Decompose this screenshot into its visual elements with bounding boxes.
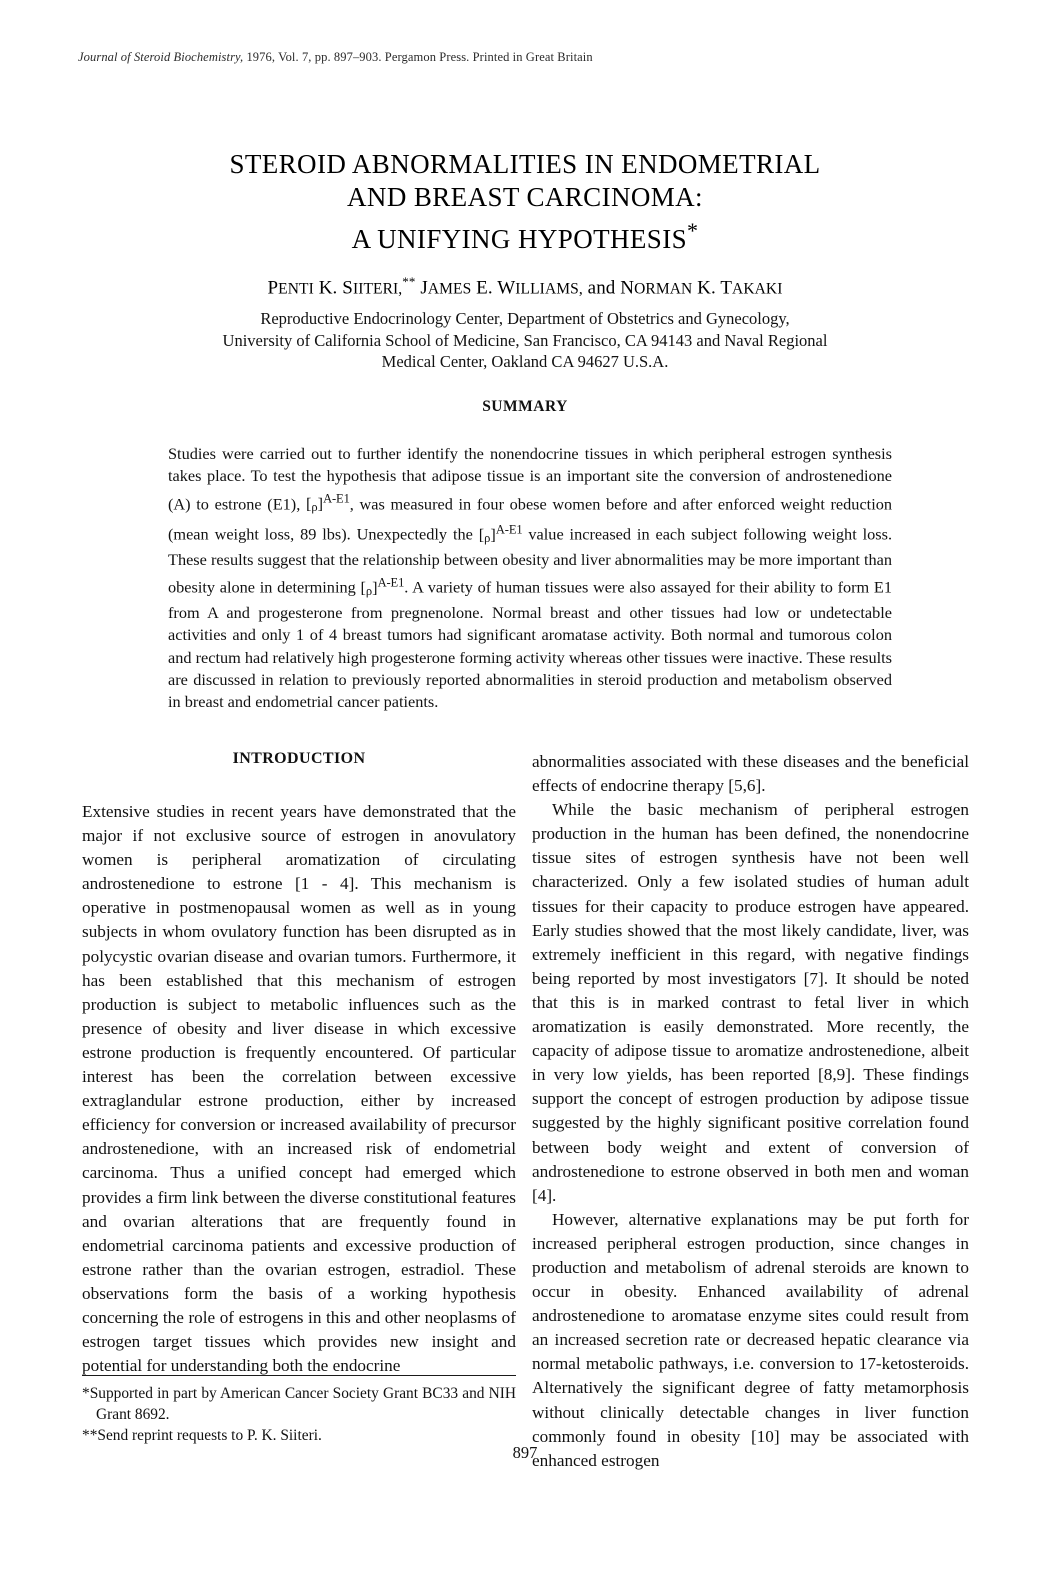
right-paragraph-3: However, alternative explanations may be put forth for increased peripheral estrogen production, since changes in production and metabolism of adrenal steroids are known to occur in obesity. Enhanced availability of adrenal androstenedione to aromatase enzyme sites could result from an increased secretion rate or decreased hepatic clearance via normal metabolic pathways, i.e. conversion to 17-ketosteroids. Alternatively the significant degree of fatty metamorphosis without clinically detectable changes in liver function commonly found in obesity [10] may be associated with enhanced estrogen — [532, 1209, 969, 1470]
author-2-initial: E. W — [476, 277, 516, 299]
journal-citation-info: 1976, Vol. 7, pp. 897–903. Pergamon Press. Printed in Great Britain — [243, 50, 593, 64]
summary-text-part-3: value increased in each subject following weight loss. These results suggest that the relationship between obesity and liver abnormalities may be more important than obesity alone in determining — [168, 524, 893, 597]
footnote-2: **Send reprint requests to P. K. Siiteri. — [82, 1427, 322, 1444]
footnote-1: *Supported in part by American Cancer Society Grant BC33 and NIH Grant 8692. — [82, 1385, 516, 1423]
author-2-first-cap: J — [420, 277, 428, 299]
rho-superscript-1: A-E1 — [323, 491, 350, 506]
author-3-initial: K. T — [697, 277, 733, 299]
rho-notation-2 — [478, 522, 523, 545]
rho-superscript-3: A-E1 — [377, 575, 405, 590]
summary-heading: SUMMARY — [482, 398, 568, 415]
rho-bracket-open-2: [ — [478, 524, 485, 544]
summary-paragraph — [168, 443, 892, 714]
left-paragraph-1: Extensive studies in recent years have demonstrated that the major if not exclusive source of estrogen in anovulatory women is peripheral aromatization of circulating androstenedione to estrone [1 - 4]. This mechanism is operative in postmenopausal women as well as in young subjects in whom ovulatory function has been disrupted as in polycystic ovarian disease and ovarian tumors. Furthermore, it has been established that this mechanism of estrogen production is subject to metabolic influences such as the presence of obesity and liver disease in which excessive estrone production is frequently encountered. Of particular interest has been the correlation between excessive extraglandular estrone production, either by increased efficiency for conversion or increased availability of precursor androstenedione, with an increased risk of endometrial carcinoma. Thus a unified concept had emerged which provides a firm link between the diverse constitutional features and ovarian alterations that are frequently found in endometrial carcinoma patients and excessive production of estrone rather than the ovarian estrogen, estradiol. These observations form the basis of a working hypothesis concerning the role of estrogens in this and other neoplasms of estrogen target tissues which provides new insight and potential for understanding both the endocrine — [82, 802, 516, 1376]
rho-notation-1 — [305, 491, 350, 515]
title-block — [110, 148, 940, 373]
footnote-separator-rule — [82, 1375, 516, 1376]
title-footnote-marker: * — [687, 218, 699, 243]
affiliation-line-3: Medical Center, Oakland CA 94627 U.S.A. — [381, 352, 669, 372]
rho-bracket-close-2: ] — [490, 524, 496, 544]
author-3-lastname: AKAKI — [732, 280, 783, 298]
author-3-firstname: ORMAN — [634, 280, 693, 298]
section-heading-introduction: INTRODUCTION — [232, 750, 366, 767]
affiliation-line-1: Reproductive Endocrinology Center, Department of Obstetrics and Gynecology, — [260, 309, 790, 329]
summary-text-part-2: , was measured in four obese women before and after enforced weight reduction (mean weight loss, 89 lbs). Unexpectedly the — [168, 494, 892, 544]
author-list — [110, 270, 940, 301]
rho-symbol-1: ρ — [311, 500, 318, 515]
left-column-body — [82, 800, 516, 1378]
rho-notation-3 — [360, 575, 405, 598]
rho-symbol-3: ρ — [365, 583, 373, 598]
summary-text-part-1: Studies were carried out to further identify the nonendocrine tissues in which peripheral estrogen synthesis takes place. To test the hypothesis that adipose tissue is an important site the conversion of androstenedione (A) to estrone (E1), — [168, 444, 892, 514]
right-paragraph-continued: abnormalities associated with these diseases and the beneficial effects of endocrine therapy [5,6]. — [532, 752, 969, 796]
left-text-column — [82, 750, 516, 1378]
rho-bracket-close-3: ] — [372, 577, 378, 597]
rho-superscript-2: A-E1 — [495, 522, 523, 537]
summary-abstract — [168, 443, 892, 714]
rho-bracket-open-3: [ — [360, 577, 366, 597]
author-1-initial: K. S — [318, 277, 353, 299]
author-2-lastname: ILLIAMS, — [515, 280, 583, 298]
author-1-first-cap: P — [267, 277, 279, 299]
rho-symbol-2: ρ — [484, 530, 491, 545]
author-conjunction: and — [587, 277, 616, 299]
author-1-firstname: ENTI — [278, 280, 314, 298]
right-column-body — [532, 750, 969, 1473]
page-title-line-3-text: A UNIFYING HYPOTHESIS — [351, 224, 687, 254]
page-title-line-2: AND BREAST CARCINOMA: — [347, 182, 703, 212]
author-1-lastname: IITERI, — [352, 280, 403, 298]
author-1-footnote-marker: ** — [402, 274, 416, 289]
journal-running-head — [78, 50, 978, 65]
rho-bracket-close-1: ] — [317, 494, 324, 514]
rho-bracket-open-1: [ — [305, 494, 312, 514]
page-number: 897 — [512, 1443, 538, 1462]
author-2-firstname: AMES — [427, 280, 472, 298]
right-paragraph-2: While the basic mechanism of peripheral estrogen production in the human has been defined, the nonendocrine tissue sites of estrogen synthesis have not been well characterized. Only a few isolated studies of human adult tissues for their capacity to produce estrogen have appeared. Early studies showed that the most likely candidate, liver, was extremely inefficient in this regard, with negative findings being reported by most investigators [7]. It should be noted that this is in marked contrast to fetal liver in which aromatization is easily demonstrated. More recently, the capacity of adipose tissue to aromatize androstenedione, albeit in very low yields, has been reported [8,9]. These findings support the concept of estrogen production by adipose tissue suggested by the highly significant positive correlation found between body weight and extent of conversion of androstenedione to estrone observed in both men and woman [4]. — [532, 800, 969, 1205]
author-affiliation — [110, 308, 940, 373]
summary-text-part-4: . A variety of human tissues were also assayed for their ability to form E1 from A and progesterone from pregnenolone. Normal breast and other tissues had low or undetectable activities and only 1 of 4 breast tumors had significant aromatase activity. Both normal and tumorous colon and rectum had relatively high progesterone forming activity whereas other tissues were inactive. These results are discussed in relation to previously reported abnormalities in steroid production and metabolism observed in breast and endometrial cancer patients. — [168, 577, 893, 712]
page-title-line-1: STEROID ABNORMALITIES IN ENDOMETRIAL — [229, 149, 821, 179]
author-3-first-cap: N — [620, 277, 635, 299]
page-title-line-3 — [110, 214, 940, 256]
right-text-column — [532, 750, 969, 1473]
affiliation-line-2: University of California School of Medicine, San Francisco, CA 94143 and Naval Regional — [222, 330, 828, 350]
footnote-block — [82, 1383, 516, 1446]
journal-name: Journal of Steroid Biochemistry, — [78, 50, 244, 64]
